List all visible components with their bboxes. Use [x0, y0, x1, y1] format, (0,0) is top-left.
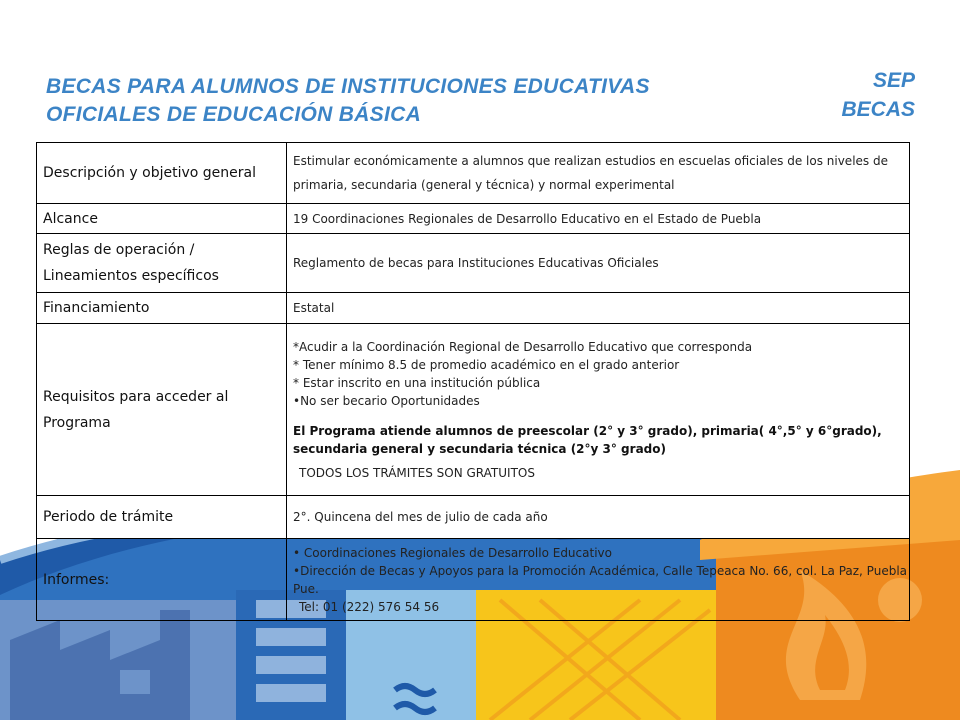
free-procedures-note: TODOS LOS TRÁMITES SON GRATUITOS — [299, 465, 535, 480]
requisito-item: * Estar inscrito en una institución pública — [293, 375, 541, 390]
table-row-informes — [37, 539, 910, 621]
logo-line-1: SEP — [872, 69, 915, 92]
table-row-financiamiento — [37, 293, 910, 324]
requisito-item: •No ser becario Oportunidades — [293, 393, 480, 408]
label-line-1: Reglas de operación / — [43, 242, 195, 258]
sep-becas-logo — [841, 66, 915, 124]
row-value — [287, 324, 910, 496]
program-coverage-note: El Programa atiende alumnos de preescolar (2° y 3° grado), primaria( 4°,5° y 6°grado), secundaria general y secundaria técnica (2°y 3° grado) — [293, 423, 882, 456]
label-line-2: Lineamientos específicos — [43, 268, 219, 284]
table-row-periodo — [37, 496, 910, 539]
row-value: 19 Coordinaciones Regionales de Desarrollo Educativo en el Estado de Puebla — [287, 204, 910, 234]
row-label: Alcance — [37, 204, 287, 234]
row-label: Descripción y objetivo general — [37, 143, 287, 204]
page-title — [46, 73, 766, 129]
informes-item: • Coordinaciones Regionales de Desarrollo Educativo — [293, 545, 612, 560]
row-label: Informes: — [37, 539, 287, 621]
requisito-item: *Acudir a la Coordinación Regional de Desarrollo Educativo que corresponda — [293, 339, 753, 354]
requisito-item: * Tener mínimo 8.5 de promedio académico en el grado anterior — [293, 357, 680, 372]
program-info-table — [36, 142, 910, 621]
row-label — [37, 234, 287, 293]
row-value: Estatal — [287, 293, 910, 324]
row-label: Financiamiento — [37, 293, 287, 324]
phone-number: Tel: 01 (222) 576 54 56 — [299, 599, 440, 614]
label-line-2: Programa — [43, 414, 111, 431]
logo-line-2: BECAS — [841, 98, 915, 121]
row-value: Reglamento de becas para Instituciones Educativas Oficiales — [287, 234, 910, 293]
row-value — [287, 539, 910, 621]
row-value: 2°. Quincena del mes de julio de cada año — [287, 496, 910, 539]
table-row-requisitos — [37, 324, 910, 496]
informes-item: •Dirección de Becas y Apoyos para la Promoción Académica, Calle Tepeaca No. 66, col. La Paz, Puebla Pue. — [293, 563, 908, 596]
title-line-1: BECAS PARA ALUMNOS DE INSTITUCIONES EDUCATIVAS — [46, 75, 650, 98]
label-line-1: Requisitos para acceder al — [43, 388, 229, 405]
table-row-alcance — [37, 204, 910, 234]
row-label — [37, 324, 287, 496]
title-line-2: OFICIALES DE EDUCACIÓN BÁSICA — [46, 103, 422, 126]
table-row-reglas — [37, 234, 910, 293]
table-row-descripcion — [37, 143, 910, 204]
row-label: Periodo de trámite — [37, 496, 287, 539]
row-value: Estimular económicamente a alumnos que realizan estudios en escuelas oficiales de los niveles de primaria, secundaria (general y técnica) y normal experimental — [287, 143, 910, 204]
